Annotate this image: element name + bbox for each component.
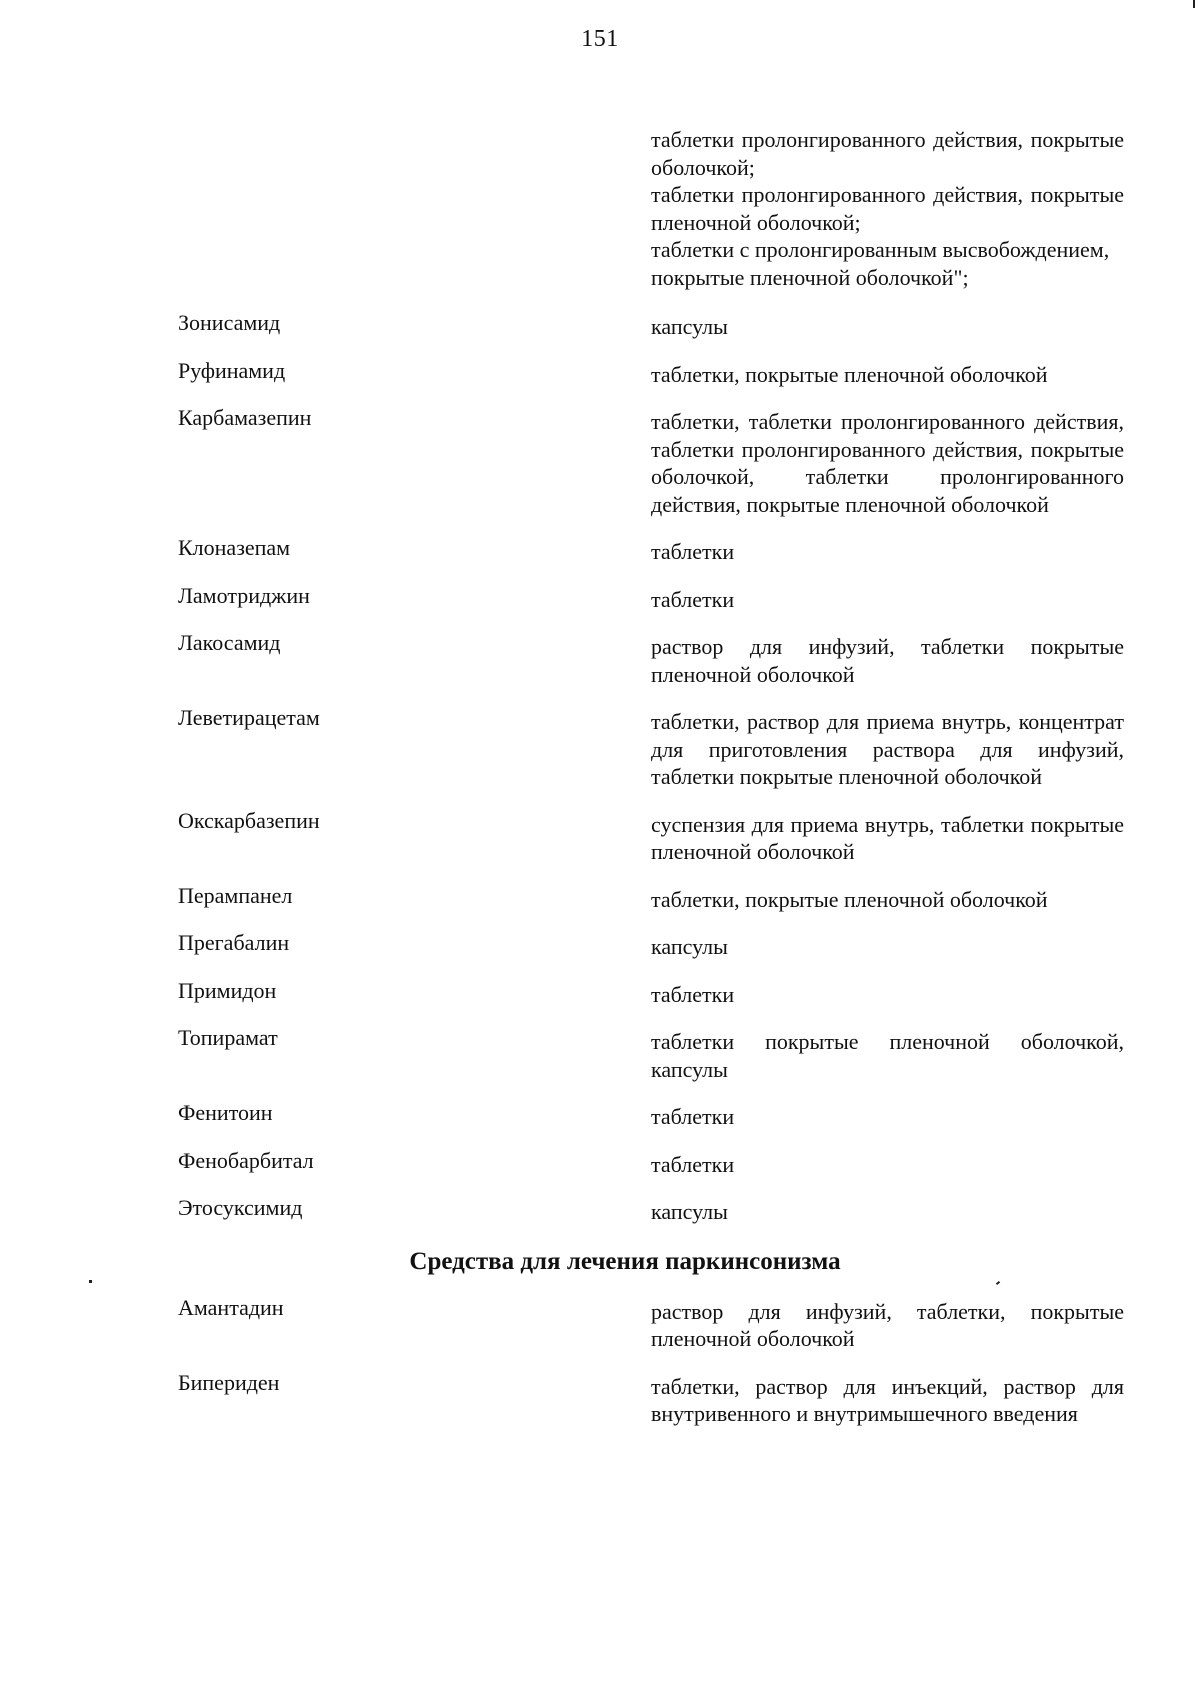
drug-dosage-form: таблетки покрытые пленочной оболочкой, капсулы bbox=[651, 1029, 1124, 1082]
drug-name: Амантадин bbox=[178, 1294, 284, 1320]
drug-name: Зонисамид bbox=[178, 310, 281, 335]
document-body bbox=[0, 126, 1200, 1448]
drug-name: Бипериден bbox=[178, 1369, 280, 1395]
drug-list-parkinsonism bbox=[0, 1294, 1200, 1428]
drug-row bbox=[0, 1294, 1200, 1353]
continuation-line: таблетки пролонгированного действия, покрытые пленочной оболочкой; bbox=[651, 182, 1124, 235]
drug-row bbox=[0, 807, 1200, 866]
drug-row bbox=[0, 705, 1200, 791]
continuation-row bbox=[0, 126, 1200, 291]
drug-name: Окскарбазепин bbox=[178, 807, 320, 833]
drug-dosage-form: таблетки bbox=[651, 1104, 735, 1129]
drug-dosage-form: таблетки bbox=[651, 539, 735, 564]
drug-name: Руфинамид bbox=[178, 357, 286, 383]
drug-row bbox=[0, 1195, 1200, 1226]
drug-dosage-form: таблетки bbox=[651, 1151, 735, 1177]
page-number: 151 bbox=[581, 26, 619, 52]
drug-dosage-form: таблетки, раствор для приема внутрь, концентрат для приготовления раствора для инфузий, таблетки покрытые пленочной оболочкой bbox=[651, 709, 1124, 789]
continuation-line: таблетки с пролонгированным высвобождением, покрытые пленочной оболочкой"; bbox=[651, 237, 1110, 290]
drug-name: Ламотриджин bbox=[178, 582, 310, 608]
drug-name: Перампанел bbox=[178, 882, 293, 908]
drug-name: Фенитоин bbox=[178, 1100, 273, 1125]
drug-row bbox=[0, 310, 1200, 341]
drug-dosage-form: таблетки bbox=[651, 586, 735, 612]
drug-row bbox=[0, 582, 1200, 614]
drug-dosage-form: таблетки, таблетки пролонгированного действия, таблетки пролонгированного действия, покрытые оболочкой, таблетки пролонгированного действия, покрытые пленочной оболочкой bbox=[651, 409, 1124, 517]
drug-name: Этосуксимид bbox=[178, 1195, 303, 1220]
drug-dosage-form: капсулы bbox=[651, 314, 728, 339]
section-heading-row bbox=[0, 1246, 1200, 1278]
drug-row bbox=[0, 1147, 1200, 1179]
drug-name: Фенобарбитал bbox=[178, 1147, 314, 1173]
drug-dosage-form: капсулы bbox=[651, 934, 728, 959]
drug-row bbox=[0, 535, 1200, 566]
drug-name: Прегабалин bbox=[178, 930, 290, 955]
drug-row bbox=[0, 357, 1200, 389]
drug-dosage-form: раствор для инфузий, таблетки, покрытые пленочной оболочкой bbox=[651, 1298, 1124, 1351]
drug-row bbox=[0, 405, 1200, 518]
continuation-forms bbox=[651, 126, 1124, 291]
drug-dosage-form: суспензия для приема внутрь, таблетки покрытые пленочной оболочкой bbox=[651, 811, 1124, 864]
drug-row bbox=[0, 1025, 1200, 1083]
drug-list-anticonvulsants bbox=[0, 310, 1200, 1226]
drug-row bbox=[0, 882, 1200, 914]
section-title: Средства для лечения паркинсонизма bbox=[409, 1247, 841, 1275]
scan-speck bbox=[1193, 0, 1195, 8]
scan-speck bbox=[89, 1280, 92, 1283]
drug-name: Леветирацетам bbox=[178, 705, 320, 730]
drug-row bbox=[0, 630, 1200, 688]
drug-name: Примидон bbox=[178, 977, 277, 1003]
drug-row bbox=[0, 930, 1200, 961]
drug-name: Клоназепам bbox=[178, 535, 291, 560]
drug-row bbox=[0, 1369, 1200, 1428]
drug-dosage-form: раствор для инфузий, таблетки покрытые пленочной оболочкой bbox=[651, 634, 1124, 687]
drug-row bbox=[0, 1100, 1200, 1131]
continuation-line: таблетки пролонгированного действия, покрытые оболочкой; bbox=[651, 127, 1124, 180]
drug-dosage-form: таблетки, покрытые пленочной оболочкой bbox=[651, 886, 1048, 912]
drug-dosage-form: таблетки, раствор для инъекций, раствор для внутривенного и внутримышечного введения bbox=[651, 1373, 1124, 1426]
drug-dosage-form: капсулы bbox=[651, 1199, 728, 1224]
drug-name: Топирамат bbox=[178, 1025, 278, 1050]
drug-row bbox=[0, 977, 1200, 1009]
drug-dosage-form: таблетки bbox=[651, 981, 735, 1007]
drug-name: Карбамазепин bbox=[178, 405, 312, 430]
drug-dosage-form: таблетки, покрытые пленочной оболочкой bbox=[651, 361, 1048, 387]
drug-name: Лакосамид bbox=[178, 630, 281, 655]
